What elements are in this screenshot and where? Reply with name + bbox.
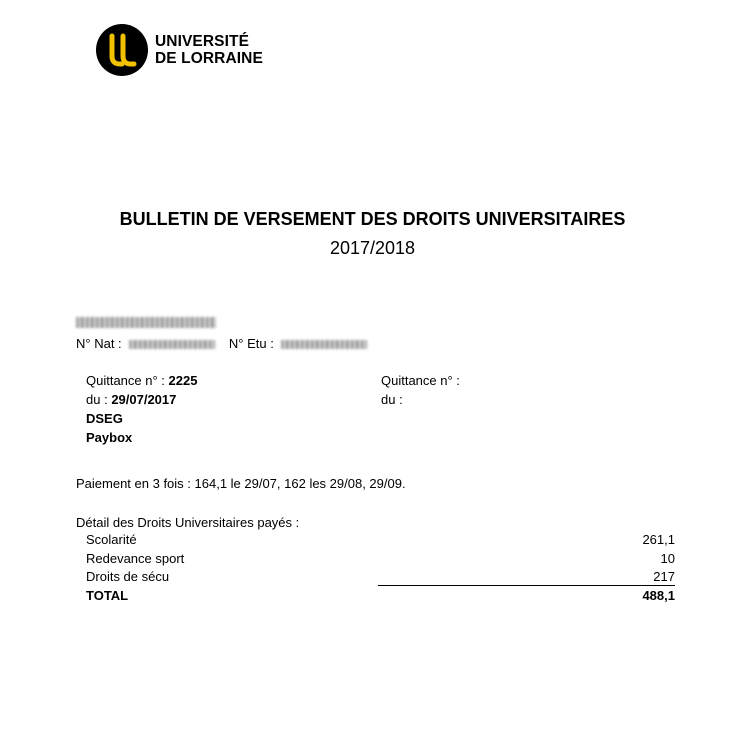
academic-year: 2017/2018	[329, 238, 416, 258]
quittance-label-right: Quittance n° :	[381, 373, 460, 388]
document-title: BULLETIN DE VERSEMENT DES DROITS UNIVERSITAIRES	[119, 209, 626, 229]
redacted-etu-number	[281, 340, 367, 349]
fee-label: Droits de sécu	[86, 569, 170, 584]
fee-amount: 10	[660, 550, 675, 566]
department: DSEG	[86, 411, 123, 426]
nat-label: N° Nat :	[76, 336, 122, 351]
fee-label: Scolarité	[86, 532, 137, 547]
logo-line-1: UNIVERSITÉ	[155, 33, 250, 50]
receipt-date: 29/07/2017	[111, 392, 177, 407]
quittance-line	[86, 371, 197, 390]
total-amount: 488,1	[642, 587, 675, 603]
university-logo-icon	[96, 24, 148, 76]
etu-label: N° Etu :	[228, 336, 274, 351]
total-label: TOTAL	[86, 587, 129, 603]
quittance-number: 2225	[168, 373, 198, 388]
fee-row	[86, 568, 675, 587]
fee-total-row	[86, 587, 675, 606]
fees-title: Détail des Droits Universitaires payés :	[76, 515, 300, 530]
fee-row	[86, 550, 675, 569]
fee-label: Redevance sport	[86, 550, 185, 566]
fees-table	[86, 531, 675, 605]
receipt-left	[86, 371, 197, 447]
date-label-right: du :	[381, 392, 403, 407]
fee-amount: 217	[653, 569, 675, 584]
date-label: du :	[86, 392, 108, 407]
payment-note: Paiement en 3 fois : 164,1 le 29/07, 162 les 29/08, 29/09.	[76, 476, 406, 491]
receipt-right	[381, 371, 460, 409]
payment-method: Paybox	[86, 430, 133, 445]
university-logo-text	[155, 33, 263, 67]
redacted-nat-number	[129, 340, 215, 349]
fee-amount: 261,1	[642, 532, 675, 547]
university-logo	[96, 24, 263, 76]
logo-line-2: DE LORRAINE	[155, 50, 263, 67]
fee-row	[86, 531, 675, 550]
date-line	[86, 390, 197, 409]
quittance-label: Quittance n° :	[86, 373, 165, 388]
redacted-student-name	[76, 317, 216, 328]
student-ids	[76, 336, 377, 351]
